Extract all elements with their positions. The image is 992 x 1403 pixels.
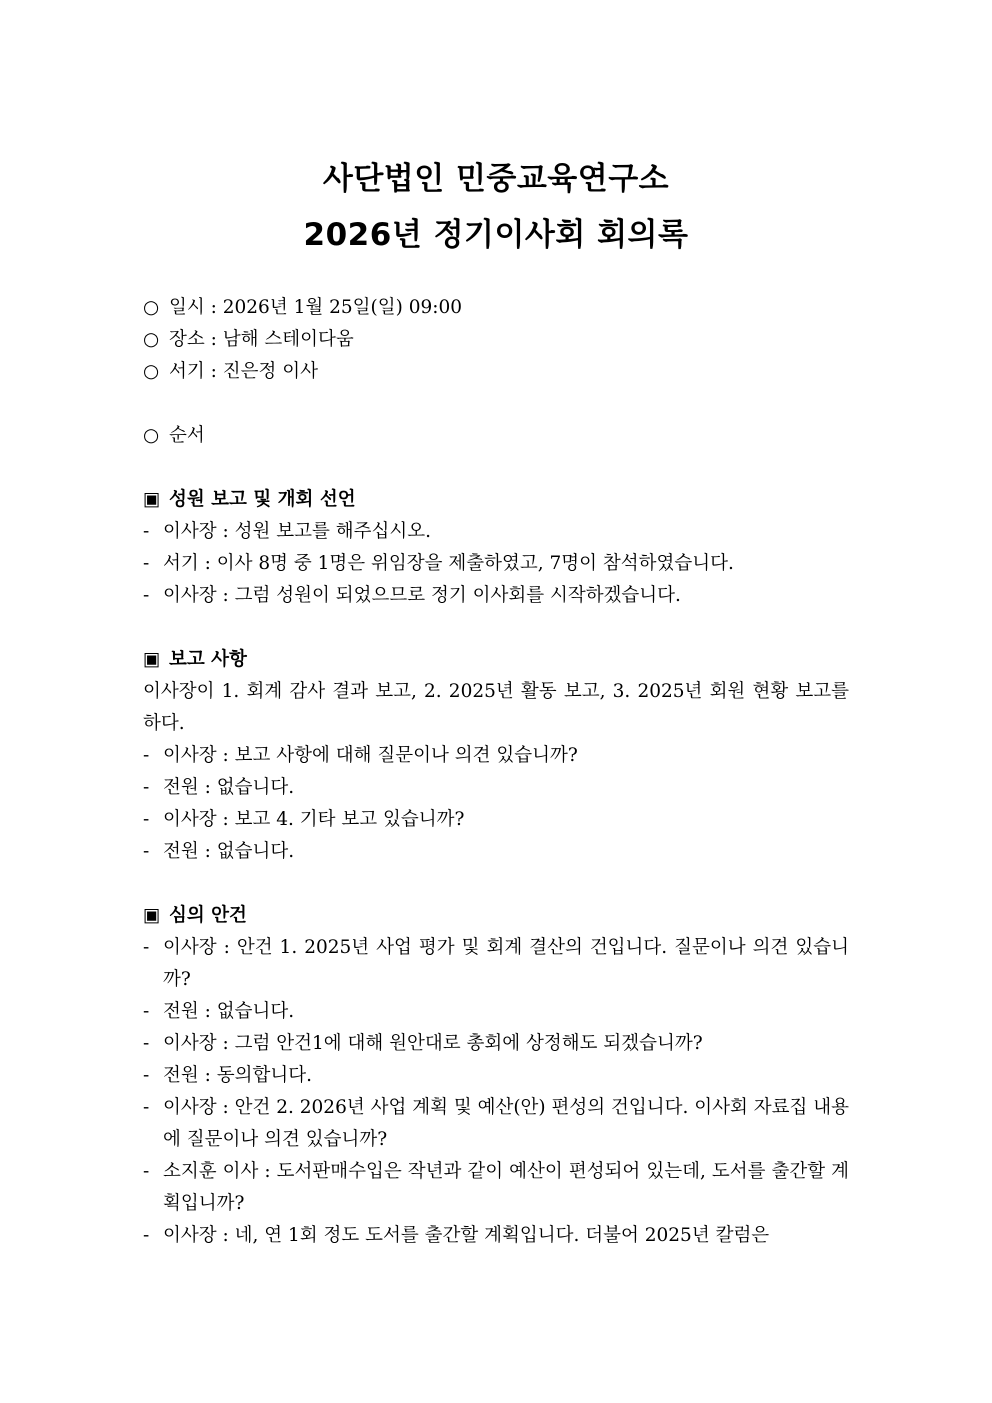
info-text: 서기 : 진은정 이사 (169, 361, 318, 382)
list-item (143, 1060, 849, 1092)
list-item-text: 이사장 : 그럼 안건1에 대해 원안대로 총회에 상정해도 되겠습니까? (163, 1033, 703, 1054)
list-item (143, 1156, 849, 1220)
list-item-text: 서기 : 이사 8명 중 1명은 위임장을 제출하였고, 7명이 참석하였습니다. (163, 553, 734, 574)
list-item (143, 772, 849, 804)
document-title-line1: 사단법인 민중교육연구소 (322, 161, 670, 197)
square-bullet-icon: ▣ (143, 649, 161, 670)
info-secretary (143, 356, 849, 388)
list-item-text: 이사장 : 그럼 성원이 되었으므로 정기 이사회를 시작하겠습니다. (163, 585, 681, 606)
section-heading-agenda (143, 900, 849, 932)
dash-icon: - (143, 1225, 150, 1246)
list-item (143, 804, 849, 836)
list-item-text: 이사장 : 성원 보고를 해주십시오. (163, 521, 431, 542)
dash-icon: - (143, 585, 150, 606)
list-item-text: 이사장 : 안건 1. 2025년 사업 평가 및 회계 결산의 건입니다. 질문이나 의견 있습니까? (163, 937, 849, 990)
document-body (143, 292, 849, 1252)
list-item (143, 740, 849, 772)
square-bullet-icon: ▣ (143, 905, 161, 926)
section-heading-quorum (143, 484, 849, 516)
dash-icon: - (143, 745, 150, 766)
list-item (143, 516, 849, 548)
dash-icon: - (143, 809, 150, 830)
section-heading-text: 심의 안건 (169, 905, 247, 926)
circle-bullet-icon: ○ (143, 361, 160, 382)
order-label (143, 420, 849, 452)
section-heading-text: 보고 사항 (169, 649, 247, 670)
dash-icon: - (143, 1097, 150, 1118)
square-bullet-icon: ▣ (143, 489, 161, 510)
dash-icon: - (143, 521, 150, 542)
circle-bullet-icon: ○ (143, 425, 160, 446)
list-item (143, 548, 849, 580)
list-item (143, 996, 849, 1028)
info-place (143, 324, 849, 356)
circle-bullet-icon: ○ (143, 329, 160, 350)
list-item (143, 580, 849, 612)
list-item-text: 이사장 : 안건 2. 2026년 사업 계획 및 예산(안) 편성의 건입니다. 이사회 자료집 내용에 질문이나 의견 있습니까? (163, 1097, 849, 1150)
dash-icon: - (143, 1161, 150, 1182)
order-text: 순서 (169, 425, 205, 446)
info-date (143, 292, 849, 324)
section-heading-reports (143, 644, 849, 676)
dash-icon: - (143, 937, 150, 958)
circle-bullet-icon: ○ (143, 297, 160, 318)
list-item (143, 1220, 849, 1252)
dash-icon: - (143, 1001, 150, 1022)
list-item (143, 836, 849, 868)
list-item-text: 전원 : 없습니다. (163, 841, 295, 862)
info-text: 일시 : 2026년 1월 25일(일) 09:00 (169, 297, 463, 318)
list-item-text: 이사장 : 보고 사항에 대해 질문이나 의견 있습니까? (163, 745, 578, 766)
dash-icon: - (143, 1033, 150, 1054)
list-item-text: 이사장 : 네, 연 1회 정도 도서를 출간할 계획입니다. 더불어 2025년 칼럼은 (163, 1225, 770, 1246)
list-item (143, 932, 849, 996)
list-item (143, 1092, 849, 1156)
list-item-text: 전원 : 동의합니다. (163, 1065, 312, 1086)
report-paragraph: 이사장이 1. 회계 감사 결과 보고, 2. 2025년 활동 보고, 3. 2025년 회원 현황 보고를 하다. (143, 681, 849, 734)
list-item-text: 전원 : 없습니다. (163, 1001, 295, 1022)
document-title-line2: 2026년 정기이사회 회의록 (303, 217, 689, 253)
list-item-text: 소지훈 이사 : 도서판매수입은 작년과 같이 예산이 편성되어 있는데, 도서를 출간할 계획입니까? (163, 1161, 849, 1214)
list-item-text: 이사장 : 보고 4. 기타 보고 있습니까? (163, 809, 465, 830)
dash-icon: - (143, 841, 150, 862)
dash-icon: - (143, 777, 150, 798)
list-item-text: 전원 : 없습니다. (163, 777, 295, 798)
document-page (143, 0, 849, 1403)
section-heading-text: 성원 보고 및 개회 선언 (169, 489, 356, 510)
dash-icon: - (143, 1065, 150, 1086)
info-text: 장소 : 남해 스테이다움 (169, 329, 354, 350)
dash-icon: - (143, 553, 150, 574)
list-item (143, 1028, 849, 1060)
